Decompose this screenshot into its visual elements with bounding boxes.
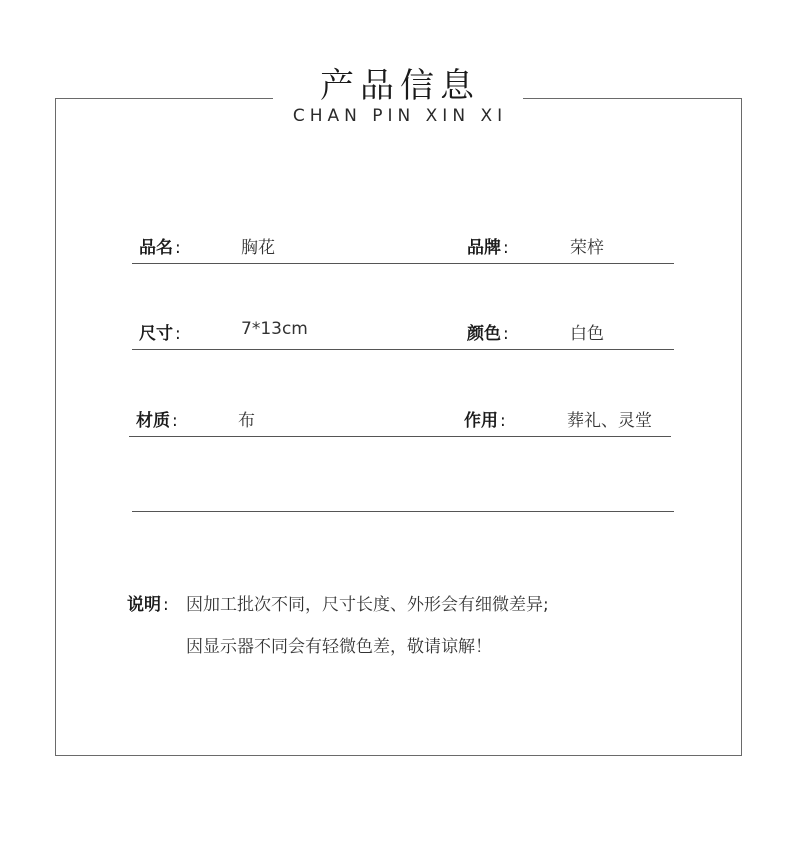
divider xyxy=(132,263,674,264)
spec-label-usage: 作用 : xyxy=(464,411,506,431)
spec-value-color: 白色 xyxy=(570,324,604,344)
spec-label-name: 品名 : xyxy=(139,238,181,258)
spec-label-size: 尺寸 : xyxy=(139,324,181,344)
spec-value-size: 7*13cm xyxy=(241,319,308,339)
note-line-1: 因加工批次不同，尺寸长度、外形会有细微差异; xyxy=(186,595,549,615)
page-subtitle: CHAN PIN XIN XI xyxy=(292,106,508,126)
spec-value-brand: 荣梓 xyxy=(570,238,604,258)
spec-label-color: 颜色 : xyxy=(467,324,509,344)
divider xyxy=(129,436,671,437)
spec-value-material: 布 xyxy=(238,411,255,431)
spec-value-usage: 葬礼、灵堂 xyxy=(567,411,652,431)
spec-label-material: 材质 : xyxy=(136,411,178,431)
spec-label-brand: 品牌 : xyxy=(467,238,509,258)
divider xyxy=(132,511,674,512)
note-label: 说明 : xyxy=(127,595,169,615)
spec-value-name: 胸花 xyxy=(241,238,275,258)
note-line-2: 因显示器不同会有轻微色差，敬请谅解！ xyxy=(186,637,492,657)
page-title: 产品信息 xyxy=(320,66,480,106)
divider xyxy=(132,349,674,350)
